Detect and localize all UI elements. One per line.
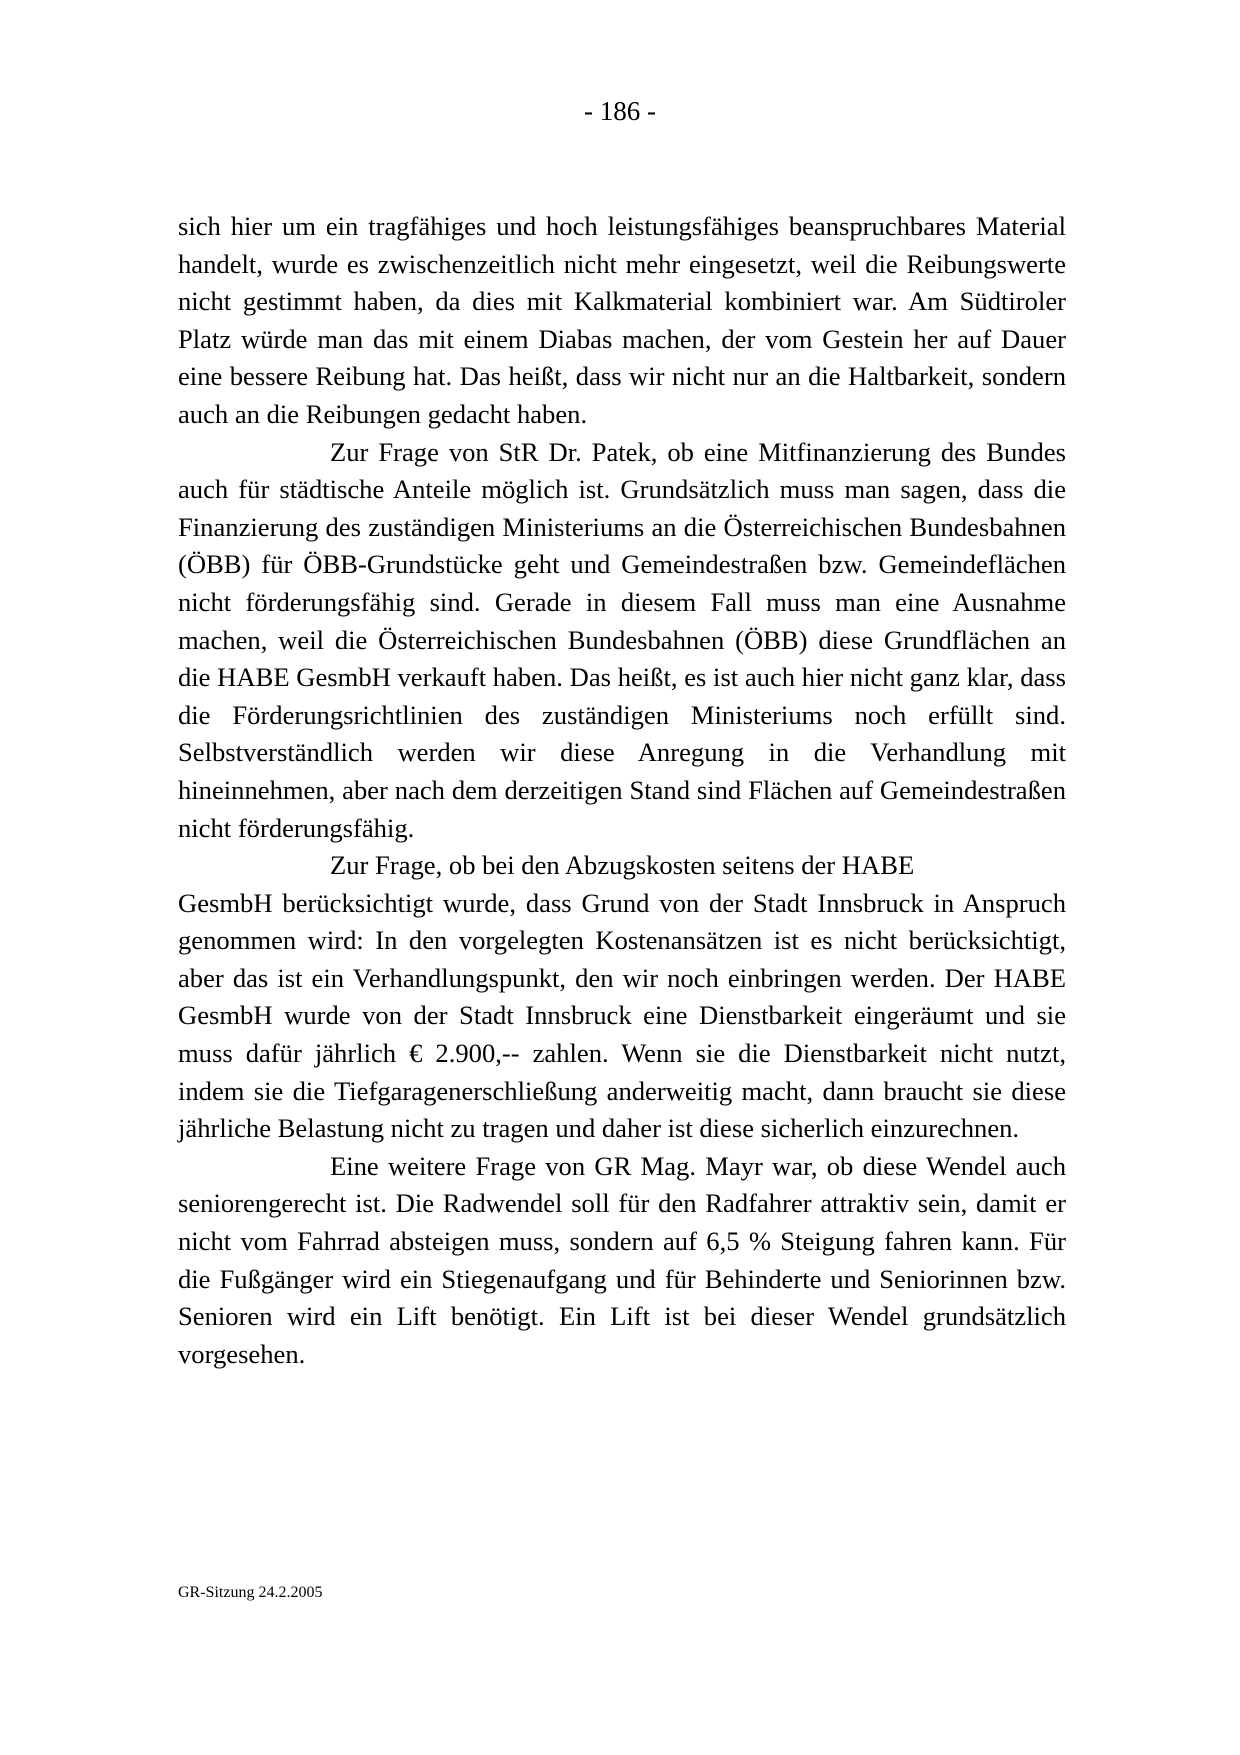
footer-session-date: GR-Sitzung 24.2.2005 <box>178 1584 323 1601</box>
body-text <box>178 208 1066 1373</box>
page-number: - 186 - <box>584 96 656 126</box>
paragraph-mitfinanzierung: Zur Frage von StR Dr. Patek, ob eine Mitfinanzierung des Bundes auch für städtische Anteile möglich ist. Grundsätzlich muss man sagen, dass die Finanzierung des zuständigen Ministeriums an die Österreichischen Bundesbahnen (ÖBB) für ÖBB-Grundstücke geht und Gemeindestraßen bzw. Gemeindeflächen nicht förderungsfähig sind. Gerade in diesem Fall muss man eine Ausnahme machen, weil die Österreichischen Bundesbahnen (ÖBB) diese Grundflächen an die HABE GesmbH verkauft haben. Das heißt, es ist auch hier nicht ganz klar, dass die Förderungsrichtlinien des zuständigen Ministeriums noch erfüllt sind. Selbstverständlich werden wir diese Anregung in die Verhandlung mit hineinnehmen, aber nach dem derzeitigen Stand sind Flächen auf Gemeindestraßen nicht förderungsfähig. <box>178 436 1066 843</box>
paragraph-reibung: sich hier um ein tragfähiges und hoch leistungsfähiges beanspruchbares Material handelt, wurde es zwischenzeitlich nicht mehr eingesetzt, weil die Reibungswerte nicht gestimmt haben, da dies mit Kalkmaterial kombiniert war. Am Südtiroler Platz würde man das mit einem Diabas machen, der vom Gestein her auf Dauer eine bessere Reibung hat. Das heißt, dass wir nicht nur an die Haltbarkeit, sondern auch an die Reibungen gedacht haben. <box>178 211 1066 429</box>
paragraph-wendel: Eine weitere Frage von GR Mag. Mayr war, ob diese Wendel auch seniorengerecht ist. Die Radwendel soll für den Radfahrer attraktiv sein, damit er nicht vom Fahrrad absteigen muss, sondern auf 6,5 % Steigung fahren kann. Für die Fußgänger wird ein Stiegenaufgang und für Behinderte und Seniorinnen bzw. Senioren wird ein Lift benötigt. Ein Lift ist bei dieser Wendel grundsätzlich vorgesehen. <box>178 1150 1066 1369</box>
paragraph-abzugskosten: GesmbH berücksichtigt wurde, dass Grund von der Stadt Innsbruck in Anspruch genommen wird: In den vorgelegten Kostenansätzen ist es nicht berücksichtigt, aber das ist ein Verhandlungspunkt, den wir noch einbringen werden. Der HABE GesmbH wurde von der Stadt Innsbruck eine Dienstbarkeit eingeräumt und sie muss dafür jährlich € 2.900,-- zahlen. Wenn sie die Dienstbarkeit nicht nutzt, indem sie die Tiefgaragenerschließung anderweitig macht, dann braucht sie diese jährliche Belastung nicht zu tragen und daher ist diese sicherlich einzurechnen. <box>178 887 1066 1144</box>
paragraph-abzugskosten-intro: Zur Frage, ob bei den Abzugskosten seitens der HABE <box>330 850 915 881</box>
